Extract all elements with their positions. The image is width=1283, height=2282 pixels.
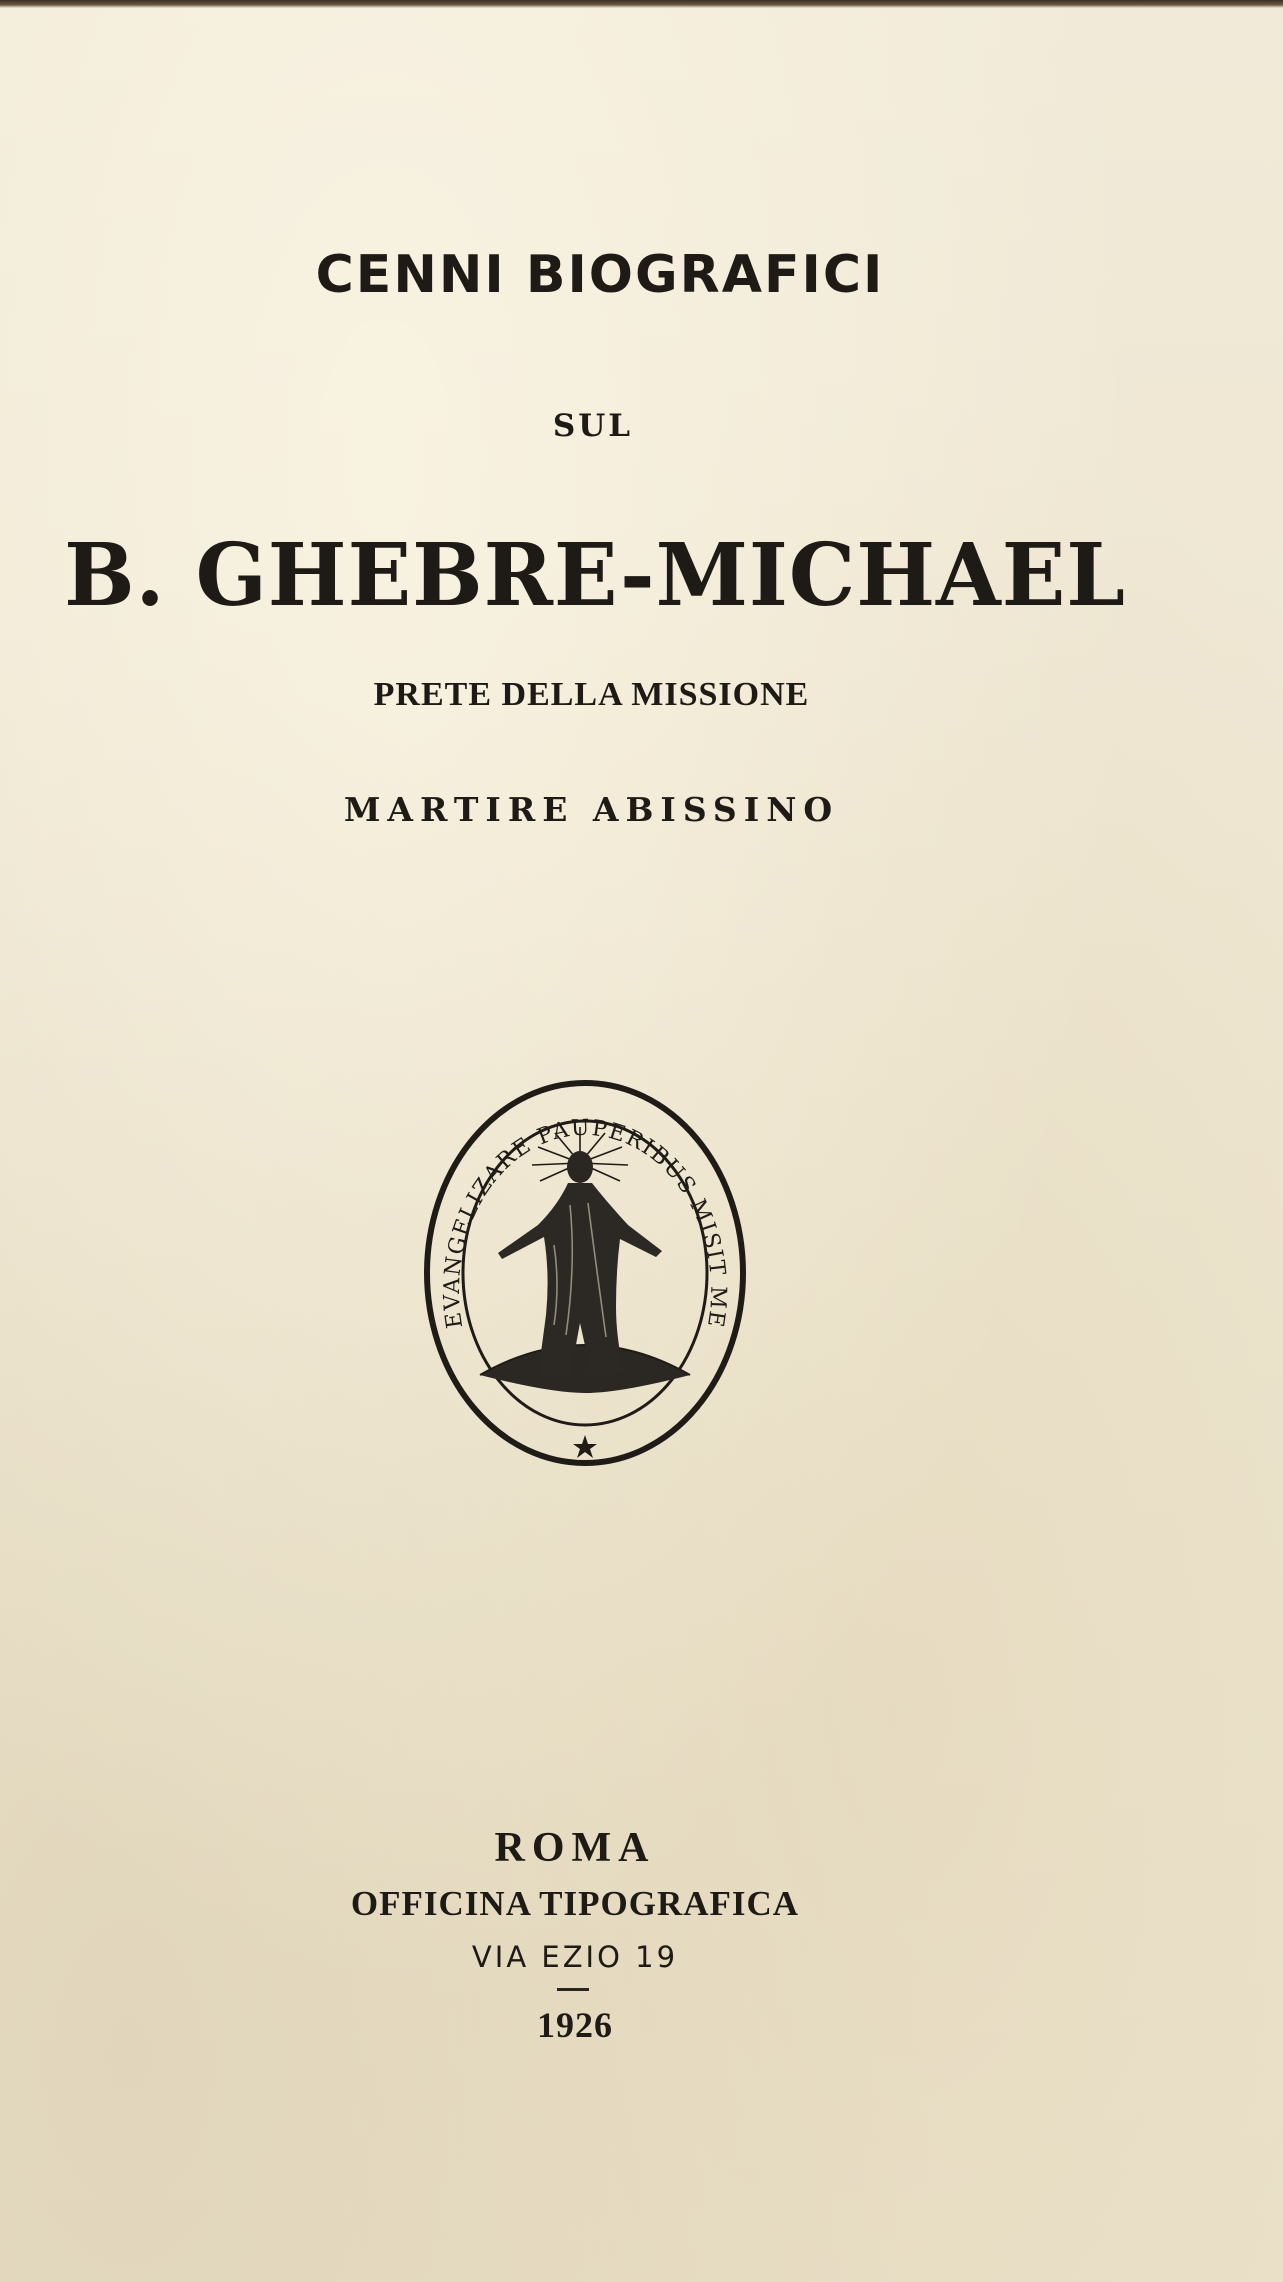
imprint-year: 1926 xyxy=(537,2005,613,2045)
subject-epithet: MARTIRE ABISSINO xyxy=(343,790,840,829)
imprint-address: VIA EZIO 19 xyxy=(471,1940,679,1974)
imprint-publisher: OFFICINA TIPOGRAFICA xyxy=(350,1884,800,1923)
christ-figure-seal-icon xyxy=(420,1075,750,1471)
heading: CENNI BIOGRAFICI xyxy=(315,245,885,305)
divider-dash xyxy=(557,1988,589,1991)
seal-motto: EVANGELIZARE PAUPERIBUS MISIT ME xyxy=(439,1115,731,1330)
subject-role: PRETE DELLA MISSIONE xyxy=(373,676,810,713)
preposition: SUL xyxy=(552,408,634,444)
page-top-edge xyxy=(0,0,1283,8)
imprint-city: ROMA xyxy=(494,1825,656,1871)
subject-name: B. GHEBRE-MICHAEL xyxy=(64,525,1126,626)
